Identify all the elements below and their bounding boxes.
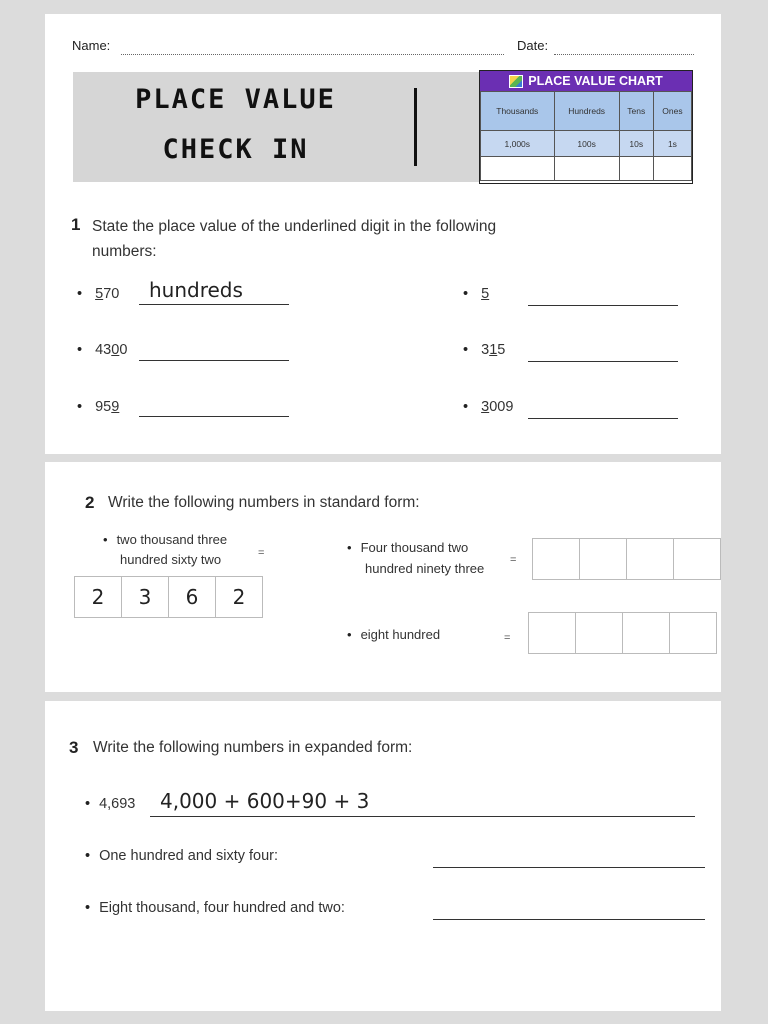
q3-item-2-label: • One hundred and sixty four: <box>85 848 278 864</box>
q2-item-2-line2: hundred ninety three <box>365 561 485 576</box>
digit-rest: 3 <box>481 342 490 358</box>
q1-item-5 <box>77 399 119 415</box>
digit-rest: 009 <box>489 399 514 415</box>
q3-answer-line-2[interactable] <box>433 867 705 868</box>
q1-item-4 <box>463 342 505 358</box>
pv-value-thousands: 1,000s <box>481 131 555 157</box>
page-title-line2: CHECK IN <box>162 134 309 165</box>
digit-box[interactable]: 2 <box>215 576 263 618</box>
q3-answer-line-1[interactable] <box>150 816 695 817</box>
q1-item-3 <box>77 342 127 358</box>
digit-box[interactable]: 2 <box>74 576 122 618</box>
underlined-digit: 1 <box>489 342 498 358</box>
pv-empty-cell[interactable] <box>619 157 653 181</box>
date-label: Date: <box>517 38 549 53</box>
q3-item-3-label: • Eight thousand, four hundred and two: <box>85 900 345 916</box>
underlined-digit: 0 <box>111 342 120 358</box>
equals-sign: = <box>510 554 517 566</box>
q3-item-1-label: • 4,693 <box>85 796 135 812</box>
section-card-1 <box>45 14 721 454</box>
name-label: Name: <box>72 38 111 53</box>
q2-item-3-digit-boxes <box>529 612 717 654</box>
chart-icon <box>509 75 523 88</box>
pv-empty-cell[interactable] <box>554 157 619 181</box>
equals-sign: = <box>504 632 511 644</box>
q2-item-1-digit-boxes <box>75 576 263 618</box>
q3-answer-1: 4,000 + 600+90 + 3 <box>160 789 370 813</box>
digit-box[interactable] <box>579 538 627 580</box>
q1-answer-line-6[interactable] <box>528 418 678 419</box>
place-value-chart-header <box>480 71 692 91</box>
question-1-text-line1: State the place value of the underlined digit in the following <box>92 218 497 235</box>
equals-sign: = <box>258 547 265 559</box>
question-3-text: Write the following numbers in expanded form: <box>93 739 413 756</box>
pv-empty-cell[interactable] <box>653 157 691 181</box>
digit-rest: 70 <box>103 286 120 302</box>
digit-rest: 0 <box>119 342 128 358</box>
underlined-digit: 5 <box>481 286 490 302</box>
q2-item-1-line2: hundred sixty two <box>120 552 222 567</box>
pv-value-hundreds: 100s <box>554 131 619 157</box>
q2-item-2-digit-boxes <box>533 538 721 580</box>
digit-rest: 5 <box>497 342 506 358</box>
question-3-number: 3 <box>69 738 79 757</box>
digit-rest: 43 <box>95 342 112 358</box>
title-divider <box>414 88 417 166</box>
digit-box[interactable] <box>669 612 717 654</box>
q1-answer-line-2[interactable] <box>528 305 678 306</box>
digit-box[interactable] <box>626 538 674 580</box>
title-panel <box>73 72 483 182</box>
digit-box[interactable]: 6 <box>168 576 216 618</box>
q1-answer-line-1[interactable] <box>139 304 289 305</box>
q1-answer-line-5[interactable] <box>139 416 289 417</box>
q1-answer-line-4[interactable] <box>528 361 678 362</box>
question-2-text: Write the following numbers in standard form: <box>108 494 420 511</box>
q2-item-1-line1: • two thousand three <box>103 532 227 547</box>
place-value-chart <box>479 70 693 184</box>
pv-header-ones: Ones <box>653 92 691 131</box>
underlined-digit: 3 <box>481 399 490 415</box>
digit-box[interactable] <box>528 612 576 654</box>
q1-item-1 <box>77 286 119 302</box>
q2-item-3-line1: • eight hundred <box>347 627 440 642</box>
pv-value-tens: 10s <box>619 131 653 157</box>
pv-header-tens: Tens <box>619 92 653 131</box>
place-value-table <box>480 91 692 181</box>
section-card-3 <box>45 701 721 1011</box>
pv-empty-cell[interactable] <box>481 157 555 181</box>
q1-item-2 <box>463 286 489 302</box>
underlined-digit: 9 <box>111 399 120 415</box>
pv-header-hundreds: Hundreds <box>554 92 619 131</box>
place-value-chart-title: PLACE VALUE CHART <box>528 74 663 88</box>
digit-box[interactable] <box>622 612 670 654</box>
digit-rest: 95 <box>95 399 112 415</box>
q3-answer-line-3[interactable] <box>433 919 705 920</box>
underlined-digit: 5 <box>95 286 104 302</box>
page-title-line1: PLACE VALUE <box>135 84 336 115</box>
pv-value-ones: 1s <box>653 131 691 157</box>
digit-box[interactable] <box>575 612 623 654</box>
question-1-text-line2: numbers: <box>92 243 157 260</box>
digit-box[interactable]: 3 <box>121 576 169 618</box>
question-1-number: 1 <box>71 215 81 234</box>
q1-item-6 <box>463 399 513 415</box>
pv-header-thousands: Thousands <box>481 92 555 131</box>
q1-answer-line-3[interactable] <box>139 360 289 361</box>
digit-box[interactable] <box>532 538 580 580</box>
q2-item-2-line1: • Four thousand two <box>347 540 468 555</box>
digit-box[interactable] <box>673 538 721 580</box>
q1-answer-1: hundreds <box>149 278 243 302</box>
name-field[interactable] <box>121 54 504 55</box>
question-2-number: 2 <box>85 493 95 512</box>
date-field[interactable] <box>554 54 694 55</box>
section-card-2 <box>45 462 721 692</box>
